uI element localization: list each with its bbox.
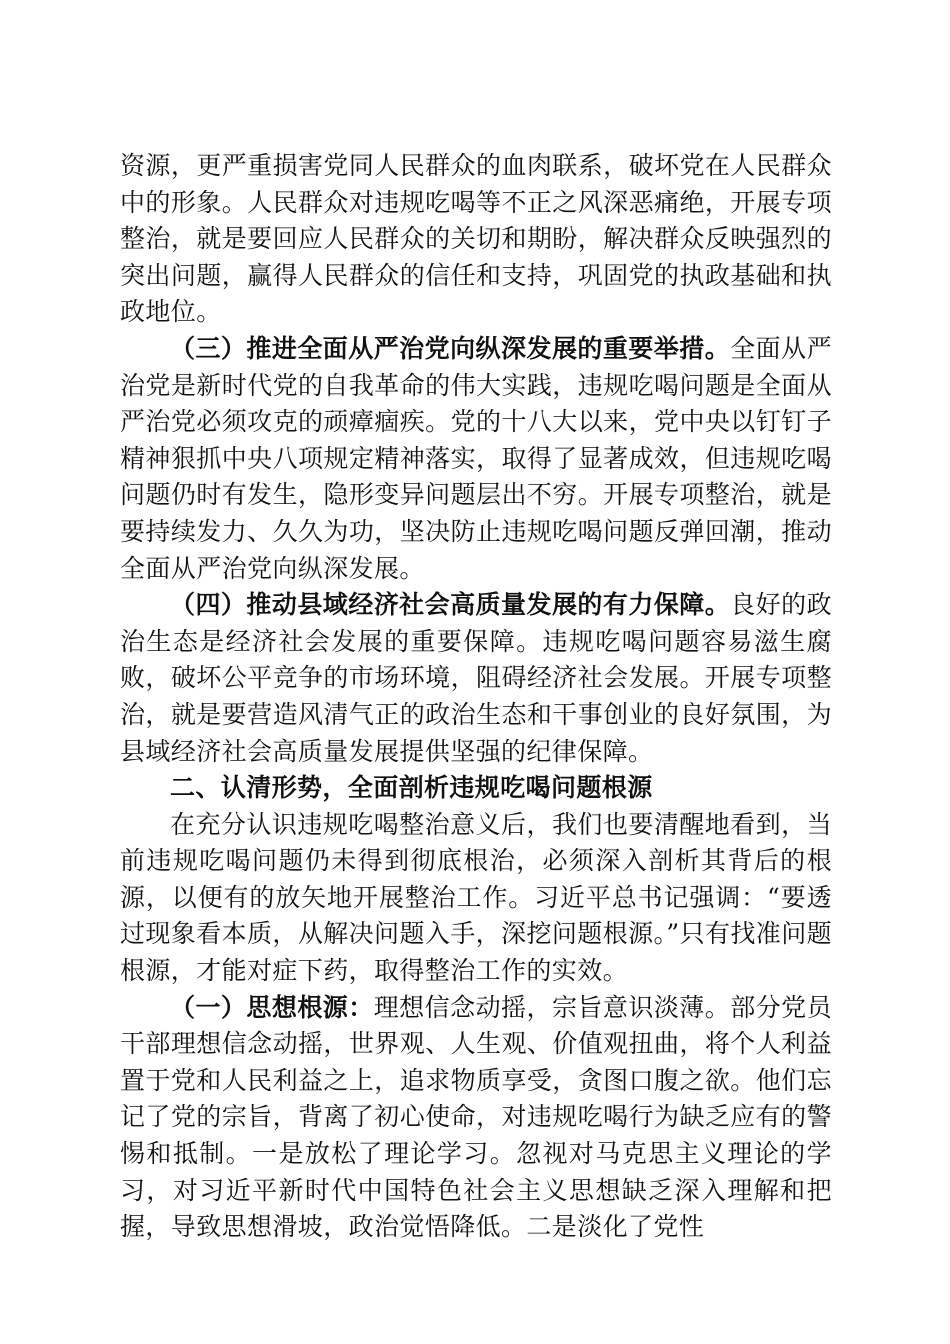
heading-part-two: 二、认清形势，全面剖析违规吃喝问题根源 [170, 773, 653, 803]
paragraph-ideological-root [120, 990, 832, 1246]
document-page [120, 148, 832, 1246]
section-four-body: 良好的政治生态是经济社会发展的重要保障。违规吃喝问题容易滋生腐败，破坏公平竞争的市场环境，阻碍经济社会发展。开展专项整治，就是要营造风清气正的政治生态和干事创业的良好氛围，为县域经济社会高质量发展提供坚强的纪律保障。 [120, 590, 832, 766]
ideological-root-body: 理想信念动摇，宗旨意识淡薄。部分党员干部理想信念动摇，世界观、人生观、价值观扭曲，将个人利益置于党和人民利益之上，追求物质享受，贪图口腹之欲。他们忘记了党的宗旨，背离了初心使命，对违规吃喝行为缺乏应有的警惕和抵制。一是放松了理论学习。忽视对马克思主义理论的学习，对习近平新时代中国特色社会主义思想缺乏深入理解和把握，导致思想滑坡，政治觉悟降低。二是淡化了党性 [120, 992, 833, 1242]
paragraph-intro-part-two: 在充分认识违规吃喝整治意义后，我们也要清醒地看到，当前违规吃喝问题仍未得到彻底根治，必须深入剖析其背后的根源，以便有的放矢地开展整治工作。习近平总书记强调：“要透过现象看本质，从解决问题入手，深挖问题根源。”只有找准问题根源，才能对症下药，取得整治工作的实效。 [120, 809, 832, 986]
section-four-lead: （四）推动县域经济社会高质量发展的有力保障。 [170, 590, 731, 620]
paragraph-continuation: 资源，更严重损害党同人民群众的血肉联系，破坏党在人民群众中的形象。人民群众对违规吃喝等不正之风深恶痛绝，开展专项整治，就是要回应人民群众的关切和期盼，解决群众反映强烈的突出问题，赢得人民群众的信任和支持，巩固党的执政基础和执政地位。 [120, 151, 832, 327]
paragraph-section-four [120, 587, 832, 770]
ideological-root-lead: （一）思想根源： [170, 992, 374, 1022]
paragraph-section-three [120, 331, 832, 587]
section-three-lead: （三）推进全面从严治党向纵深发展的重要举措。 [170, 333, 731, 363]
section-three-body: 全面从严治党是新时代党的自我革命的伟大实践，违规吃喝问题是全面从严治党必须攻克的顽瘴痼疾。党的十八大以来，党中央以钉钉子精神狠抓中央八项规定精神落实，取得了显著成效，但违规吃喝问题仍时有发生，隐形变异问题层出不穷。开展专项整治，就是要持续发力、久久为功，坚决防止违规吃喝问题反弹回潮，推动全面从严治党向纵深发展。 [120, 333, 832, 583]
